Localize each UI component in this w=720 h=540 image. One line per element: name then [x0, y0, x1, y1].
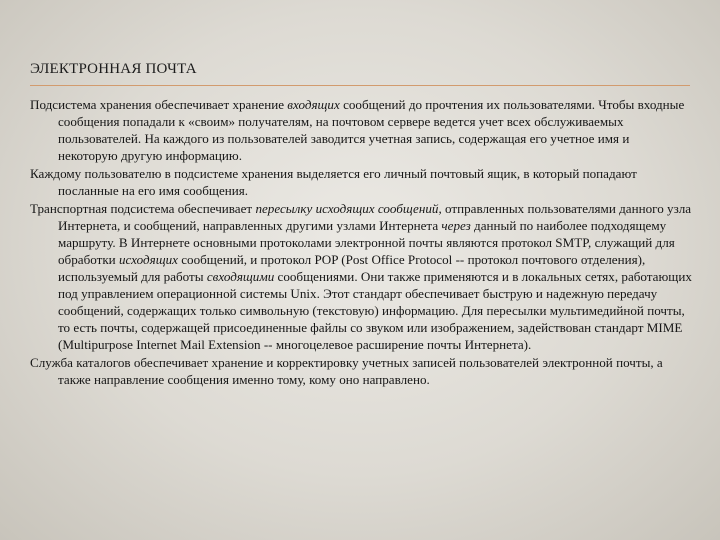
emphasis-text: исходящих	[118, 252, 178, 267]
paragraph-text: данный по наиболее подходящему маршруту. В Интернете основными протоколами электронной почты являются протокол SMTP, служащий для обработки	[58, 218, 675, 267]
emphasis-text: входящих	[287, 97, 340, 112]
paragraph-text: отправленных пользователями данного узла Интернета, и сообщений, направленных другими узлами Интернета	[58, 201, 692, 233]
paragraph-text: Каждому пользователю в подсистеме хранения выделяется его личный почтовый ящик, в который попадают посланные на его имя сообщения.	[30, 166, 637, 198]
emphasis-text: свходящими	[206, 269, 275, 284]
paragraph-storage	[30, 96, 692, 164]
paragraph-text: Подсистема хранения обеспечивает хранение	[30, 97, 288, 112]
paragraph-text: сообщениями. Они также применяются и в локальных сетях, работающих под управлением операционной системы Unix. Этот стандарт обеспечивает быструю и надежную передачу сообщений, содержащих только символьную (текстовую) информацию. Для пересылки мультимедийной почты, то есть почты, содержащей присоединенные файлы со звуком или изображением, задействован стандарт MIME (Multipurpose Internet Mail Extension -- многоцелевое расширение почты Интернета).	[58, 269, 692, 352]
emphasis-text: пересылку исходящих сообщений,	[255, 201, 442, 216]
paragraph-text: сообщений, и протокол POP (Post Office Protocol -- протокол почтового отделения), используемый для работы	[58, 252, 646, 284]
paragraph-text: сообщений до прочтения их пользователями. Чтобы входные сообщения попадали к «своим» получателям, на почтовом сервере ведется учет всех обслуживаемых пользователей. На каждого из пользователей заводится учетная запись, содержащая его учетное имя и некоторую другую информацию.	[58, 97, 685, 163]
paragraph-transport	[30, 200, 692, 353]
emphasis-text: через	[441, 218, 471, 233]
paragraph-directory	[30, 354, 692, 388]
slide-body	[30, 96, 692, 389]
paragraph-text: Служба каталогов обеспечивает хранение и корректировку учетных записей пользователей электронной почты, а также направление сообщения именно тому, кому оно направлено.	[30, 355, 663, 387]
paragraph-mailbox	[30, 165, 692, 199]
title-divider	[30, 85, 690, 86]
slide-title: ЭЛЕКТРОННАЯ ПОЧТА	[30, 61, 197, 77]
paragraph-text: Транспортная подсистема обеспечивает	[30, 201, 256, 216]
